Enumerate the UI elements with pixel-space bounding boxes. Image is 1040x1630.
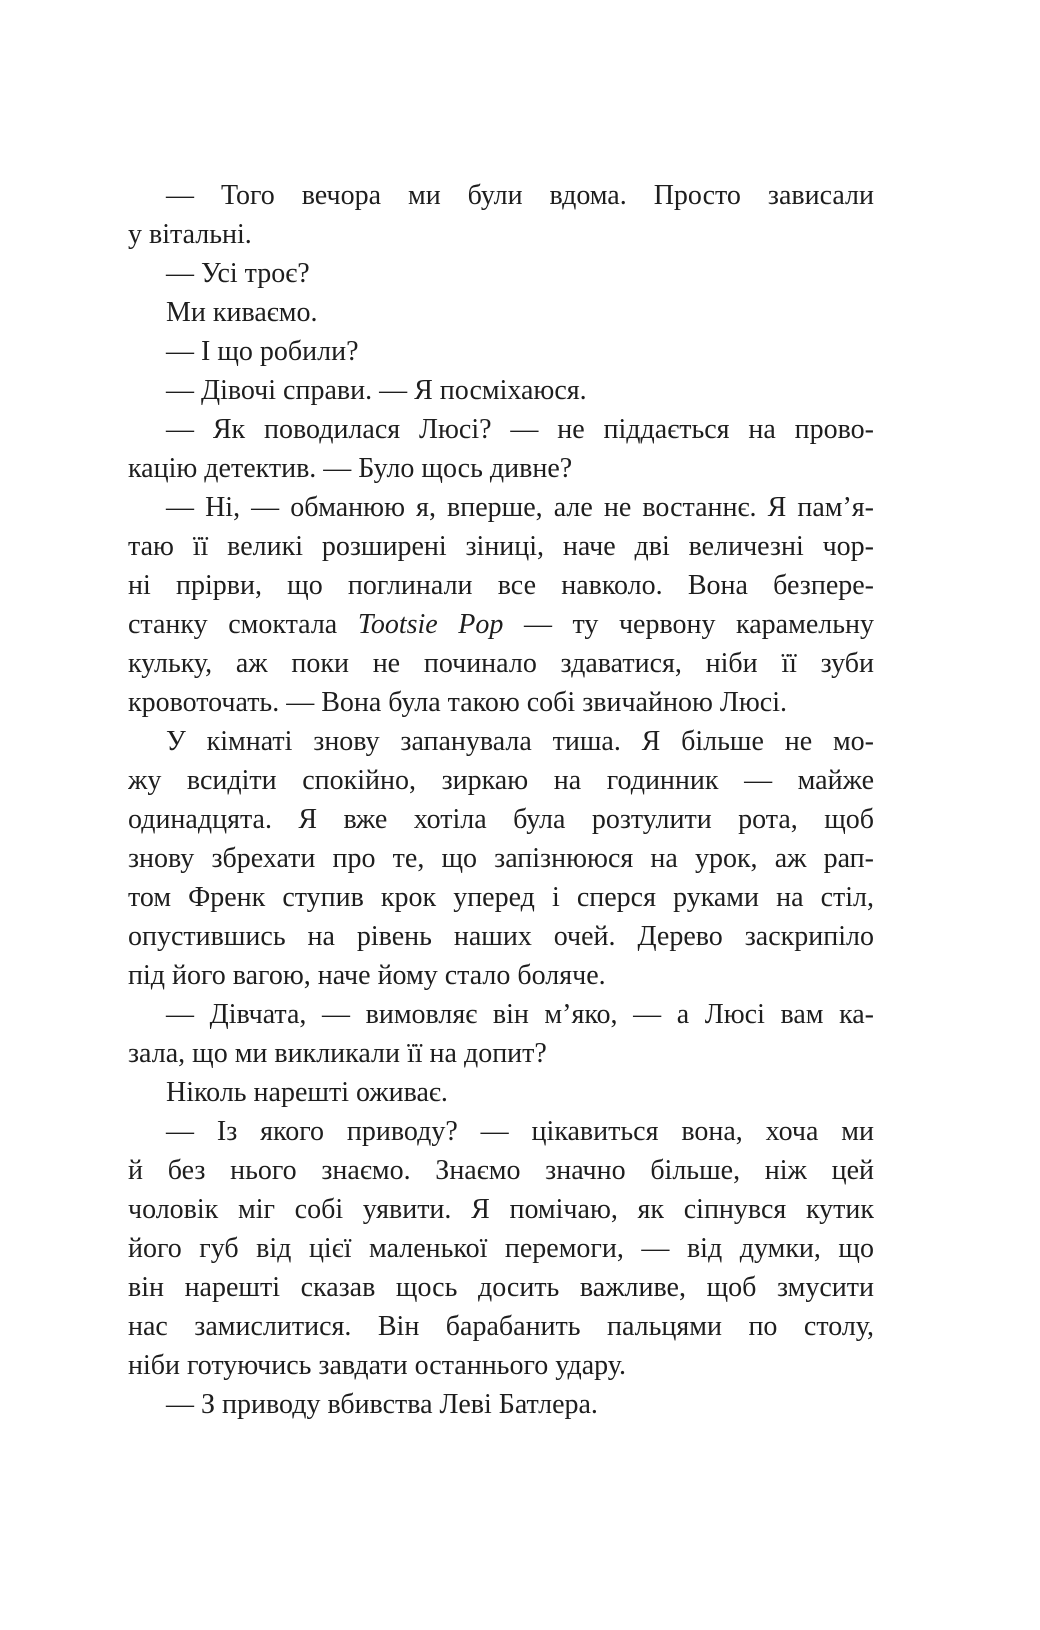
text-segment: станку смоктала [128,609,358,640]
text-segment: таю її великі розширені зіниці, наче дві величезні чор- [128,531,874,562]
text-line [128,1112,874,1151]
text-line [128,761,874,800]
text-segment: — З приводу вбивства Леві Батлера. [166,1389,598,1420]
text-segment: кульку, аж поки не починало здаватися, ніби її зуби [128,648,874,679]
paragraph [128,293,874,332]
text-segment: знову збрехати про те, що запізнююся на урок, аж рап- [128,843,874,874]
text-line [128,332,874,371]
text-segment: кровоточать. — Вона була такою собі звичайною Люсі. [128,687,787,718]
text-line [128,800,874,839]
text-segment: Ми киваємо. [166,297,318,328]
text-segment: — Усі троє? [166,258,310,289]
text-line [128,293,874,332]
text-line [128,566,874,605]
text-line [128,1151,874,1190]
text-line [128,1385,874,1424]
text-segment: У кімнаті знову запанувала тиша. Я більше не мо- [166,726,874,757]
text-segment: — Того вечора ми були вдома. Просто зависали [166,180,874,211]
text-segment: — Дівочі справи. — Я посміхаюся. [166,375,587,406]
text-line [128,1190,874,1229]
paragraph [128,722,874,995]
text-line [128,215,874,254]
text-line [128,449,874,488]
text-line [128,1346,874,1385]
text-segment: кацію детектив. — Було щось дивне? [128,453,573,484]
text-segment: він нарешті сказав щось досить важливе, щоб змусити [128,1272,874,1303]
text-line [128,1034,874,1073]
text-segment: нас замислитися. Він барабанить пальцями по столу, [128,1311,874,1342]
text-segment: під його вагою, наче йому стало боляче. [128,960,606,991]
text-line [128,917,874,956]
paragraph [128,176,874,254]
text-segment: Ніколь нарешті оживає. [166,1077,448,1108]
paragraph [128,1112,874,1385]
text-line [128,1307,874,1346]
text-segment: — Ні, — обманюю я, вперше, але не востаннє. Я пам’я- [166,492,874,523]
paragraph [128,488,874,722]
text-segment: ніби готуючись завдати останнього удару. [128,1350,626,1381]
text-segment: том Френк ступив крок уперед і сперся руками на стіл, [128,882,874,913]
text-line [128,683,874,722]
text-line [128,1073,874,1112]
text-segment: — Із якого приводу? — цікавиться вона, хоча ми [166,1116,874,1147]
text-line [128,878,874,917]
text-line [128,410,874,449]
paragraph [128,410,874,488]
text-segment: опустившись на рівень наших очей. Дерево заскрипіло [128,921,874,952]
text-line [128,644,874,683]
text-segment: — ту червону карамельну [503,609,874,640]
text-segment: у вітальні. [128,219,252,250]
text-line [128,371,874,410]
text-line [128,527,874,566]
text-line [128,488,874,527]
text-line [128,995,874,1034]
text-segment: одинадцята. Я вже хотіла була розтулити рота, щоб [128,804,874,835]
text-line [128,1229,874,1268]
text-line [128,956,874,995]
text-segment: — Як поводилася Люсі? — не піддається на прово- [166,414,874,445]
text-block [128,176,874,1424]
text-segment: — І що робили? [166,336,359,367]
text-segment: ні прірви, що поглинали все навколо. Вона безпере- [128,570,874,601]
text-segment: жу всидіти спокійно, зиркаю на годинник — майже [128,765,874,796]
text-line [128,722,874,761]
text-segment: й без нього знаємо. Знаємо значно більше, ніж цей [128,1155,874,1186]
text-line [128,605,874,644]
text-line [128,1268,874,1307]
paragraph [128,371,874,410]
text-segment: його губ від цієї маленької перемоги, — від думки, що [128,1233,874,1264]
text-segment: зала, що ми викликали її на допит? [128,1038,547,1069]
paragraph [128,995,874,1073]
italic-text-segment: Tootsie Pop [357,609,504,640]
paragraph [128,1385,874,1424]
text-segment: — Дівчата, — вимовляє він м’яко, — а Люсі вам ка- [166,999,874,1030]
text-segment: чоловік міг собі уявити. Я помічаю, як сіпнувся кутик [128,1194,874,1225]
paragraph [128,1073,874,1112]
paragraph [128,254,874,293]
text-line [128,839,874,878]
text-line [128,254,874,293]
text-line [128,176,874,215]
paragraph [128,332,874,371]
